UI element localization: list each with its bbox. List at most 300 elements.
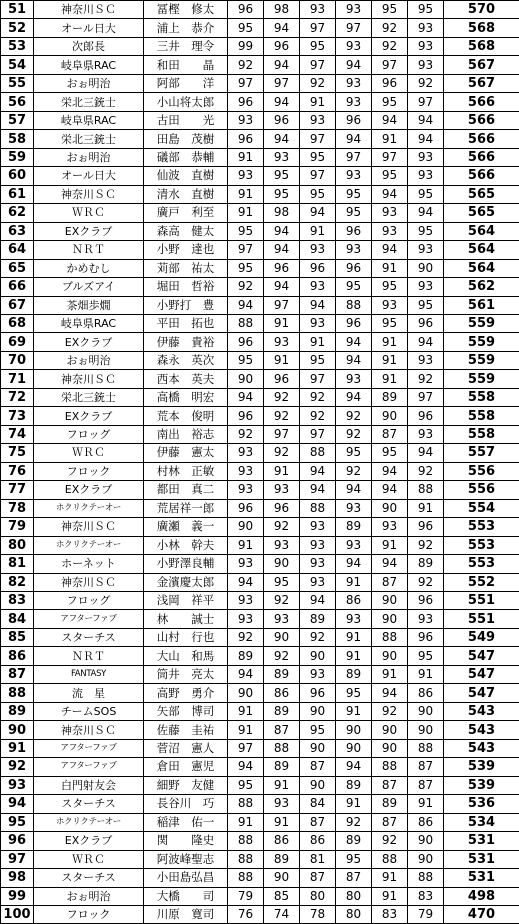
score-cell: 94: [372, 462, 408, 480]
score-cell: 93: [336, 610, 372, 628]
club-cell: 神奈川ＳＣ: [34, 573, 144, 591]
score-cell: 90: [300, 776, 336, 794]
club-cell: アフターファブ: [34, 610, 144, 628]
rank-cell: 87: [1, 665, 34, 683]
club-cell: 神奈川ＳＣ: [34, 721, 144, 739]
table-row: [1, 647, 519, 665]
score-cell: 93: [408, 56, 444, 74]
score-cell: 92: [228, 56, 264, 74]
score-cell: 91: [372, 351, 408, 369]
score-cell: 92: [372, 702, 408, 720]
rank-cell: 80: [1, 536, 34, 554]
score-cell: 92: [228, 278, 264, 296]
club-cell: アフターファブ: [34, 758, 144, 776]
score-cell: 93: [264, 536, 300, 554]
score-cell: 97: [300, 425, 336, 443]
rank-cell: 84: [1, 610, 34, 628]
score-cell: 90: [336, 739, 372, 757]
score-cell: 97: [264, 425, 300, 443]
table-row: [1, 37, 519, 55]
name-cell: 大橋 司: [144, 887, 228, 905]
score-cell: 88: [300, 444, 336, 462]
score-cell: 90: [228, 684, 264, 702]
total-cell: 534: [444, 813, 519, 831]
name-cell: 都田 真二: [144, 481, 228, 499]
club-cell: 茶畑歩燗: [34, 296, 144, 314]
score-cell: 95: [228, 351, 264, 369]
score-cell: 94: [264, 222, 300, 240]
name-cell: 稲津 佑一: [144, 813, 228, 831]
total-cell: 547: [444, 647, 519, 665]
score-cell: 89: [408, 555, 444, 573]
name-cell: 平田 拓也: [144, 314, 228, 332]
name-cell: 清水 直樹: [144, 185, 228, 203]
score-cell: 88: [372, 850, 408, 868]
score-cell: 89: [264, 702, 300, 720]
score-cell: 93: [336, 536, 372, 554]
rank-cell: 66: [1, 278, 34, 296]
name-cell: 矢部 博司: [144, 702, 228, 720]
table-row: [1, 241, 519, 259]
score-cell: 93: [300, 555, 336, 573]
score-cell: 88: [408, 481, 444, 499]
score-cell: 94: [264, 278, 300, 296]
club-cell: FANTASY: [34, 665, 144, 683]
name-cell: 長谷川 巧: [144, 795, 228, 813]
total-cell: 551: [444, 610, 519, 628]
score-cell: 80: [336, 887, 372, 905]
score-cell: 94: [264, 241, 300, 259]
score-cell: 94: [336, 555, 372, 573]
rank-cell: 64: [1, 241, 34, 259]
score-cell: 96: [300, 259, 336, 277]
score-cell: 94: [336, 351, 372, 369]
score-cell: 91: [408, 665, 444, 683]
total-cell: 566: [444, 148, 519, 166]
score-cell: 91: [228, 204, 264, 222]
score-cell: 96: [264, 259, 300, 277]
total-cell: 567: [444, 74, 519, 92]
total-cell: 565: [444, 204, 519, 222]
score-cell: 96: [336, 222, 372, 240]
score-cell: 97: [336, 19, 372, 37]
total-cell: 566: [444, 111, 519, 129]
score-cell: 91: [228, 702, 264, 720]
score-cell: 95: [372, 1, 408, 19]
score-cell: 91: [372, 536, 408, 554]
score-cell: 96: [228, 407, 264, 425]
score-cell: 93: [300, 314, 336, 332]
name-cell: 冨樫 修太: [144, 1, 228, 19]
score-cell: 94: [264, 130, 300, 148]
table-row: [1, 93, 519, 111]
score-cell: 93: [264, 481, 300, 499]
rank-cell: 68: [1, 314, 34, 332]
total-cell: 568: [444, 19, 519, 37]
club-cell: 白門射友会: [34, 776, 144, 794]
score-cell: 91: [228, 813, 264, 831]
table-row: [1, 869, 519, 887]
table-row: [1, 333, 519, 351]
rank-cell: 96: [1, 832, 34, 850]
table-row: [1, 721, 519, 739]
score-cell: 96: [264, 37, 300, 55]
score-cell: 93: [408, 351, 444, 369]
total-cell: 564: [444, 259, 519, 277]
rank-cell: 73: [1, 407, 34, 425]
table-row: [1, 481, 519, 499]
score-cell: 96: [228, 499, 264, 517]
score-cell: 94: [336, 130, 372, 148]
club-cell: ホクリクテーオー: [34, 499, 144, 517]
total-cell: 543: [444, 739, 519, 757]
name-cell: 小野 達也: [144, 241, 228, 259]
table-row: [1, 518, 519, 536]
score-cell: 89: [336, 776, 372, 794]
score-cell: 93: [336, 93, 372, 111]
club-cell: 岐阜県RAC: [34, 111, 144, 129]
score-cell: 93: [408, 37, 444, 55]
name-cell: 森高 健太: [144, 222, 228, 240]
score-cell: 93: [228, 462, 264, 480]
name-cell: 金濱慶太郎: [144, 573, 228, 591]
score-cell: 94: [228, 573, 264, 591]
club-cell: フロック: [34, 905, 144, 923]
club-cell: 神奈川ＳＣ: [34, 1, 144, 19]
club-cell: オール日大: [34, 19, 144, 37]
score-cell: 92: [336, 462, 372, 480]
club-cell: 神奈川ＳＣ: [34, 185, 144, 203]
score-cell: 91: [336, 702, 372, 720]
score-cell: 79: [228, 887, 264, 905]
score-cell: 91: [372, 869, 408, 887]
name-cell: 関 隆史: [144, 832, 228, 850]
name-cell: 高橋 明宏: [144, 388, 228, 406]
name-cell: 苅部 祐太: [144, 259, 228, 277]
rank-cell: 67: [1, 296, 34, 314]
table-row: [1, 592, 519, 610]
rank-cell: 97: [1, 850, 34, 868]
score-cell: 94: [228, 665, 264, 683]
score-cell: 90: [228, 518, 264, 536]
score-cell: 95: [228, 259, 264, 277]
club-cell: EXクラブ: [34, 222, 144, 240]
club-cell: ＷＲＣ: [34, 850, 144, 868]
name-cell: 林 誠士: [144, 610, 228, 628]
score-cell: 97: [300, 370, 336, 388]
name-cell: 小野澤良輔: [144, 555, 228, 573]
score-cell: 96: [228, 130, 264, 148]
results-body: [1, 1, 519, 924]
score-cell: 87: [408, 776, 444, 794]
table-row: [1, 832, 519, 850]
club-cell: 栄北三銃士: [34, 130, 144, 148]
score-cell: 90: [300, 702, 336, 720]
score-cell: 91: [264, 462, 300, 480]
rank-cell: 53: [1, 37, 34, 55]
score-cell: 79: [408, 905, 444, 923]
score-cell: 87: [372, 776, 408, 794]
score-cell: 93: [264, 610, 300, 628]
club-cell: おぉ明治: [34, 148, 144, 166]
total-cell: 558: [444, 388, 519, 406]
score-cell: 88: [264, 739, 300, 757]
score-cell: 91: [300, 333, 336, 351]
score-cell: 87: [372, 813, 408, 831]
score-cell: 93: [300, 518, 336, 536]
score-cell: 97: [228, 74, 264, 92]
score-cell: 96: [408, 592, 444, 610]
score-cell: 93: [300, 278, 336, 296]
club-cell: 次郎長: [34, 37, 144, 55]
score-cell: 93: [408, 425, 444, 443]
score-cell: 80: [300, 887, 336, 905]
club-cell: ブルズアイ: [34, 278, 144, 296]
score-cell: 91: [372, 259, 408, 277]
score-cell: 89: [300, 610, 336, 628]
score-cell: 89: [264, 665, 300, 683]
total-cell: 558: [444, 425, 519, 443]
score-cell: 97: [264, 296, 300, 314]
score-cell: 93: [336, 370, 372, 388]
score-cell: 97: [408, 388, 444, 406]
score-cell: 93: [372, 296, 408, 314]
score-cell: 92: [264, 518, 300, 536]
score-cell: 86: [264, 684, 300, 702]
score-cell: 94: [300, 481, 336, 499]
name-cell: 田島 茂樹: [144, 130, 228, 148]
score-cell: 91: [336, 628, 372, 646]
score-cell: 95: [300, 351, 336, 369]
total-cell: 559: [444, 370, 519, 388]
table-row: [1, 425, 519, 443]
score-cell: 94: [300, 592, 336, 610]
table-row: [1, 628, 519, 646]
score-cell: 95: [408, 185, 444, 203]
score-cell: 92: [408, 573, 444, 591]
score-cell: 88: [372, 758, 408, 776]
total-cell: 547: [444, 665, 519, 683]
club-cell: ＷＲＣ: [34, 444, 144, 462]
name-cell: 荒居祥一郎: [144, 499, 228, 517]
score-cell: 97: [264, 74, 300, 92]
total-cell: 543: [444, 702, 519, 720]
rank-cell: 100: [1, 905, 34, 923]
rank-cell: 59: [1, 148, 34, 166]
name-cell: 倉田 憲児: [144, 758, 228, 776]
total-cell: 539: [444, 758, 519, 776]
total-cell: 562: [444, 278, 519, 296]
score-cell: 95: [300, 148, 336, 166]
score-cell: 94: [408, 444, 444, 462]
score-cell: 88: [228, 832, 264, 850]
score-cell: 94: [372, 111, 408, 129]
score-cell: 93: [372, 222, 408, 240]
score-cell: 92: [264, 647, 300, 665]
score-cell: 92: [336, 813, 372, 831]
table-row: [1, 130, 519, 148]
club-cell: ＮＲＴ: [34, 241, 144, 259]
score-cell: 81: [300, 850, 336, 868]
table-row: [1, 407, 519, 425]
score-cell: 91: [372, 665, 408, 683]
score-cell: 89: [336, 665, 372, 683]
total-cell: 551: [444, 592, 519, 610]
table-row: [1, 573, 519, 591]
table-row: [1, 1, 519, 19]
rank-cell: 54: [1, 56, 34, 74]
score-cell: 96: [336, 111, 372, 129]
score-cell: 89: [336, 518, 372, 536]
table-row: [1, 19, 519, 37]
score-cell: 89: [336, 832, 372, 850]
score-cell: 95: [228, 776, 264, 794]
score-cell: 88: [300, 499, 336, 517]
score-cell: 89: [264, 850, 300, 868]
name-cell: 廣戸 利至: [144, 204, 228, 222]
score-cell: 97: [300, 130, 336, 148]
score-cell: 87: [300, 813, 336, 831]
score-cell: 91: [336, 573, 372, 591]
total-cell: 559: [444, 351, 519, 369]
table-row: [1, 74, 519, 92]
score-cell: 91: [372, 370, 408, 388]
score-cell: 91: [228, 148, 264, 166]
total-cell: 556: [444, 462, 519, 480]
total-cell: 549: [444, 628, 519, 646]
score-cell: 91: [300, 93, 336, 111]
score-cell: 91: [372, 887, 408, 905]
total-cell: 547: [444, 684, 519, 702]
score-cell: 93: [336, 37, 372, 55]
name-cell: 西本 英夫: [144, 370, 228, 388]
name-cell: 高野 勇介: [144, 684, 228, 702]
score-cell: 90: [372, 647, 408, 665]
club-cell: フロッグ: [34, 425, 144, 443]
score-cell: 96: [408, 518, 444, 536]
rank-cell: 85: [1, 628, 34, 646]
score-cell: 90: [264, 869, 300, 887]
score-cell: 94: [372, 481, 408, 499]
club-cell: 流 星: [34, 684, 144, 702]
score-cell: 95: [264, 185, 300, 203]
club-cell: EXクラブ: [34, 333, 144, 351]
score-cell: 87: [372, 425, 408, 443]
score-cell: 86: [264, 832, 300, 850]
table-row: [1, 296, 519, 314]
score-cell: 80: [336, 905, 372, 923]
club-cell: EXクラブ: [34, 481, 144, 499]
score-cell: 95: [336, 278, 372, 296]
score-cell: 88: [228, 314, 264, 332]
score-cell: 93: [300, 536, 336, 554]
name-cell: 小野打 豊: [144, 296, 228, 314]
rank-cell: 56: [1, 93, 34, 111]
club-cell: フロック: [34, 462, 144, 480]
score-cell: 94: [300, 204, 336, 222]
name-cell: 川原 寛司: [144, 905, 228, 923]
score-cell: 92: [372, 19, 408, 37]
score-cell: 88: [228, 850, 264, 868]
score-cell: 92: [264, 592, 300, 610]
score-cell: 95: [372, 278, 408, 296]
table-row: [1, 185, 519, 203]
total-cell: 531: [444, 832, 519, 850]
name-cell: 廣瀬 義一: [144, 518, 228, 536]
score-cell: 87: [300, 758, 336, 776]
table-row: [1, 887, 519, 905]
name-cell: 伊藤 憲太: [144, 444, 228, 462]
club-cell: EXクラブ: [34, 832, 144, 850]
score-cell: 93: [300, 111, 336, 129]
score-cell: 90: [228, 370, 264, 388]
score-cell: 95: [372, 93, 408, 111]
total-cell: 566: [444, 130, 519, 148]
club-cell: スターチス: [34, 628, 144, 646]
total-cell: 531: [444, 850, 519, 868]
name-cell: 伊藤 貴裕: [144, 333, 228, 351]
score-cell: 95: [336, 444, 372, 462]
name-cell: 森永 英次: [144, 351, 228, 369]
name-cell: 荒本 俊明: [144, 407, 228, 425]
name-cell: 佐藤 圭祐: [144, 721, 228, 739]
score-cell: 94: [372, 555, 408, 573]
score-cell: 89: [372, 795, 408, 813]
name-cell: 細野 友健: [144, 776, 228, 794]
score-cell: 92: [408, 370, 444, 388]
score-cell: 91: [336, 647, 372, 665]
score-cell: 93: [336, 241, 372, 259]
score-cell: 92: [408, 462, 444, 480]
total-cell: 564: [444, 222, 519, 240]
score-cell: 93: [264, 333, 300, 351]
score-cell: 90: [408, 832, 444, 850]
table-row: [1, 850, 519, 868]
score-cell: 94: [408, 130, 444, 148]
score-cell: 92: [300, 628, 336, 646]
total-cell: 570: [444, 1, 519, 19]
score-cell: 97: [228, 739, 264, 757]
score-cell: 98: [264, 204, 300, 222]
score-cell: 95: [336, 684, 372, 702]
score-cell: 97: [300, 167, 336, 185]
score-cell: 94: [300, 462, 336, 480]
name-cell: 筒井 亮太: [144, 665, 228, 683]
score-cell: 90: [372, 592, 408, 610]
club-cell: ＮＲＴ: [34, 647, 144, 665]
score-cell: 96: [228, 1, 264, 19]
score-cell: 94: [372, 241, 408, 259]
name-cell: 小田島弘昌: [144, 869, 228, 887]
score-cell: 93: [300, 665, 336, 683]
total-cell: 554: [444, 499, 519, 517]
score-cell: 96: [408, 407, 444, 425]
club-cell: ホクリクテーオー: [34, 813, 144, 831]
score-cell: 96: [336, 259, 372, 277]
table-row: [1, 813, 519, 831]
score-cell: 90: [372, 721, 408, 739]
rank-cell: 72: [1, 388, 34, 406]
rank-cell: 95: [1, 813, 34, 831]
rank-cell: 71: [1, 370, 34, 388]
name-cell: 菅沼 憲人: [144, 739, 228, 757]
table-row: [1, 167, 519, 185]
rank-cell: 70: [1, 351, 34, 369]
score-cell: 94: [336, 333, 372, 351]
total-cell: 553: [444, 555, 519, 573]
score-cell: 92: [336, 407, 372, 425]
score-cell: 93: [372, 204, 408, 222]
